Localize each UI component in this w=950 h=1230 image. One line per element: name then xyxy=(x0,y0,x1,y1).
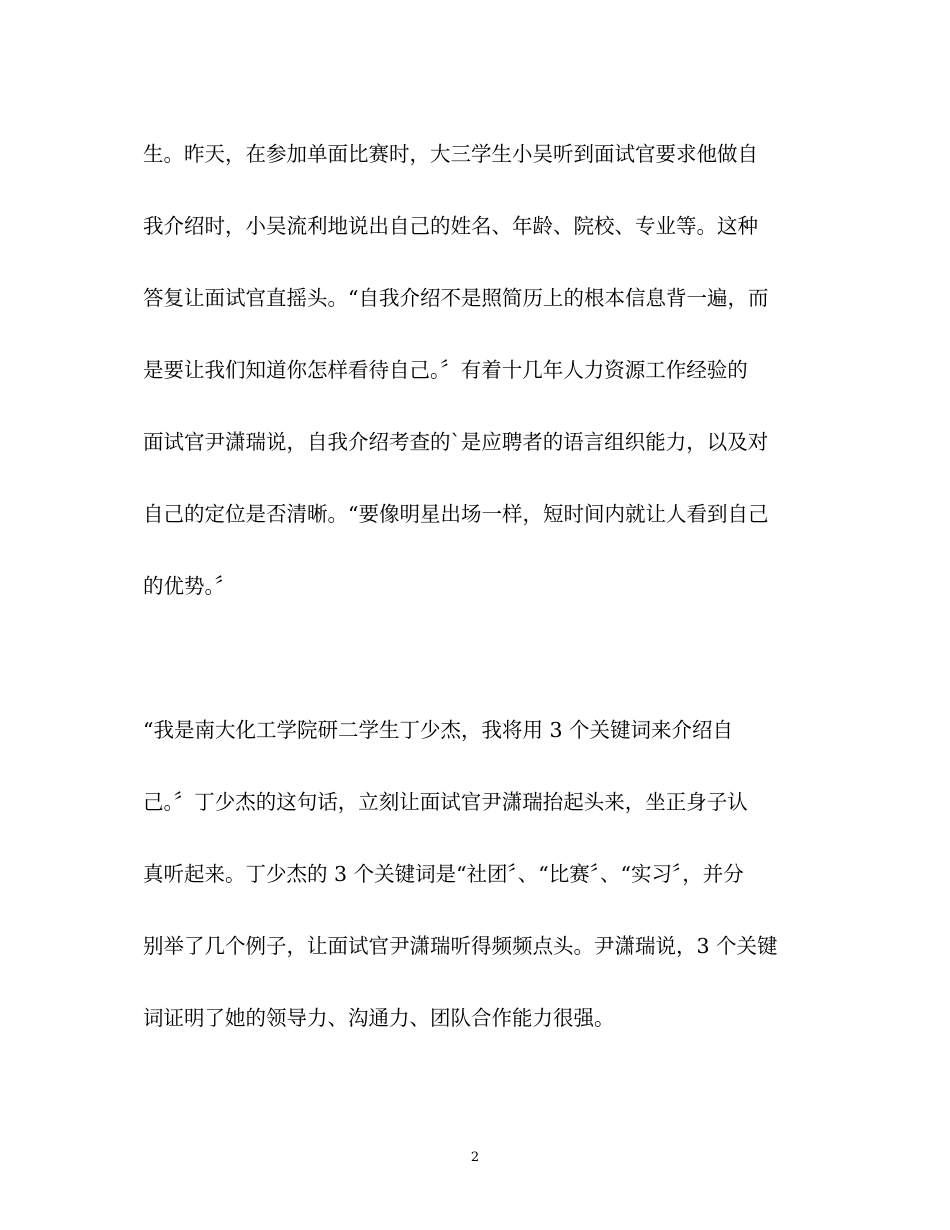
paragraph-1-line-3: 答复让面试官直摇头。“自我介绍不是照简历上的根本信息背一遍，而 xyxy=(143,286,769,310)
paragraph-2-line-1: “我是南大化工学院研二学生丁少杰，我将用 3 个关键词来介绍自 xyxy=(143,718,734,742)
paragraph-1-line-7: 的优势。〞 xyxy=(143,574,236,598)
page-number: 2 xyxy=(470,1150,480,1165)
paragraph-1-line-1: 生。昨天，在参加单面比赛时，大三学生小吴听到面试官要求他做自 xyxy=(143,142,758,166)
paragraph-1-line-2: 我介绍时，小吴流利地说出自己的姓名、年龄、院校、专业等。这种 xyxy=(143,214,758,238)
paragraph-2-line-4: 别举了几个例子，让面试官尹潇瑞听得频频点头。尹潇瑞说，3 个关键 xyxy=(143,934,778,958)
paragraph-1-line-6: 自己的定位是否清晰。“要像明星出场一样，短时间内就让人看到自己 xyxy=(143,502,769,526)
paragraph-2-line-5: 词证明了她的领导力、沟通力、团队合作能力很强。 xyxy=(143,1006,615,1030)
paragraph-1-line-5: 面试官尹潇瑞说，自我介绍考查的`是应聘者的语言组织能力，以及对 xyxy=(143,430,769,454)
paragraph-2-line-3: 真听起来。丁少杰的 3 个关键词是“社团〞、“比赛〞、“实习〞，并分 xyxy=(143,862,744,886)
paragraph-1-line-4: 是要让我们知道你怎样看待自己。〞有着十几年人力资源工作经验的 xyxy=(143,358,748,382)
paragraph-2-line-2: 己。〞丁少杰的这句话，立刻让面试官尹潇瑞抬起头来，坐正身子认 xyxy=(143,790,748,814)
